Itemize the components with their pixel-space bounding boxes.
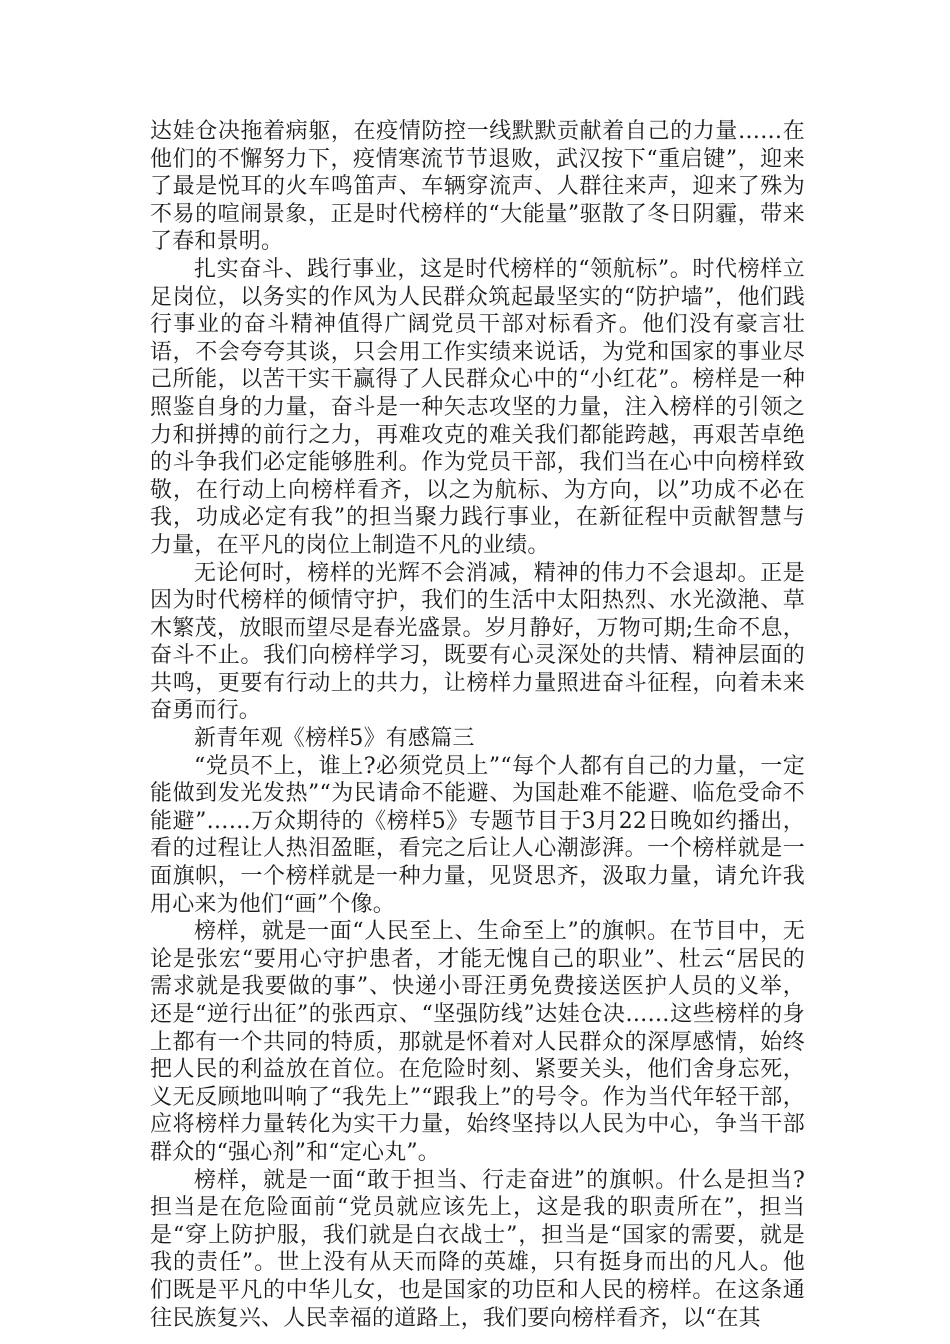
- paragraph-3: 无论何时，榜样的光辉不会消减，精神的伟力不会退却。正是因为时代榜样的倾情守护，我们的生活中太阳热烈、水光潋滟、草木繁茂，放眼而望尽是春光盛景。岁月静好，万物可期;生命不息，奋斗不止。我们向榜样学习，既要有心灵深处的共情、精神层面的共鸣，更要有行动上的共力，让榜样力量照进奋斗征程，向着未来奋勇而行。: [150, 560, 805, 724]
- paragraph-4: “党员不上，谁上?必须党员上”“每个人都有自己的力量，一定能做到发光发热”“为民请命不能避、为国赴难不能避、临危受命不能避”……万众期待的《榜样5》专题节目于3月22日晚如约播出，看的过程让人热泪盈眶，看完之后让人心潮澎湃。一个榜样就是一面旗帜，一个榜样就是一种力量，见贤思齐，汲取力量，请允许我用心来为他们“画”个像。: [150, 753, 805, 917]
- section-heading: 新青年观《榜样5》有感篇三: [194, 726, 475, 752]
- paragraph-2: 扎实奋斗、践行事业，这是时代榜样的“领航标”。时代榜样立足岗位，以务实的作风为人民群众筑起最坚实的“防护墙”，他们践行事业的奋斗精神值得广阔党员干部对标看齐。他们没有豪言壮语，不会夸夸其谈，只会用工作实绩来说话，为党和国家的事业尽己所能，以苦干实干赢得了人民群众心中的“小红花”。榜样是一种照鉴自身的力量，奋斗是一种矢志攻坚的力量，注入榜样的引领之力和拼搏的前行之力，再难攻克的难关我们都能跨越，再艰苦卓绝的斗争我们必定能够胜利。作为党员干部，我们当在心中向榜样致敬，在行动上向榜样看齐，以之为航标、为方向，以”功成不必在我，功成必定有我”的担当聚力践行事业，在新征程中贡献智慧与力量，在平凡的岗位上制造不凡的业绩。: [150, 256, 805, 558]
- paragraph-5: 榜样，就是一面“人民至上、生命至上”的旗帜。在节目中，无论是张宏“要用心守护患者，才能无愧自己的职业”、杜云“居民的需求就是我要做的事”、快递小哥汪勇免费接送医护人员的义举，还是“逆行出征”的张西京、“坚强防线”达娃仓决……这些榜样的身上都有一个共同的特质，那就是怀着对人民群众的深厚感情，始终把人民的利益放在首位。在危险时刻、紧要关头，他们舍身忘死，义无反顾地叫响了“我先上”“跟我上”的号令。作为当代年轻干部，应将榜样力量转化为实干力量，始终坚持以人民为中心，争当干部群众的“强心剂”和“定心丸”。: [150, 919, 805, 1165]
- paragraph-6: 榜样，就是一面“敢于担当、行走奋进”的旗帜。什么是担当?担当是在危险面前“党员就应该先上，这是我的职责所在”，担当是“穿上防护服，我们就是白衣战士”，担当是“国家的需要，就是我的责任”。世上没有从天而降的英雄，只有挺身而出的凡人。他们既是平凡的中华儿女，也是国家的功臣和人民的榜样。在这条通往民族复兴、人民幸福的道路上，我们要向榜样看齐，以“在其: [150, 1167, 805, 1331]
- paragraph-1: 达娃仓决拖着病躯，在疫情防控一线默默贡献着自己的力量……在他们的不懈努力下，疫情寒流节节退败，武汉按下“重启键”，迎来了最是悦耳的火车鸣笛声、车辆穿流声、人群往来声，迎来了殊为不易的喧闹景象，正是时代榜样的“大能量”驱散了冬日阴霾，带来了春和景明。: [150, 119, 805, 255]
- document-page: [150, 118, 805, 1332]
